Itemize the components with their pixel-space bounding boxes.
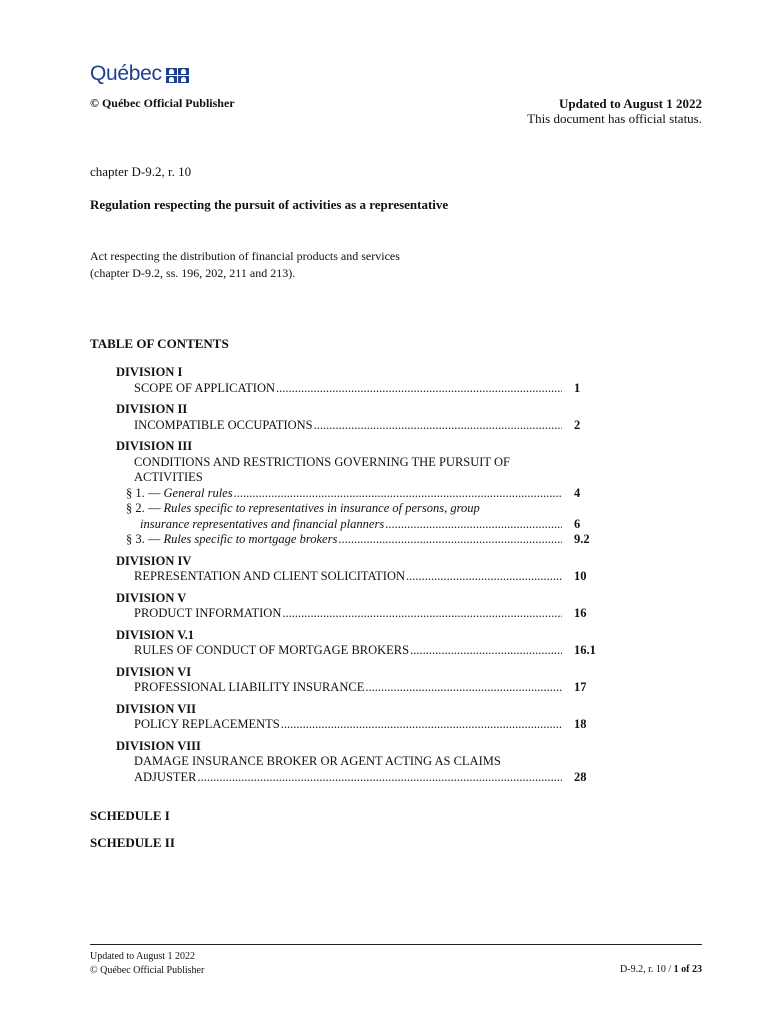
division-label: DIVISION II [116, 402, 188, 416]
toc-entry-title: INCOMPATIBLE OCCUPATIONS [134, 417, 313, 432]
section-prefix: § 3. — [126, 532, 164, 546]
toc-division [116, 591, 602, 622]
schedule-1-link[interactable]: SCHEDULE I [90, 808, 170, 823]
toc-entry-title: REPRESENTATION AND CLIENT SOLICITATION [134, 569, 406, 583]
toc-section-entry[interactable] [116, 486, 602, 502]
toc-page-number: 10 [574, 569, 587, 583]
enabling-act [90, 248, 400, 281]
section-title-line-2: insurance representatives and financial planners [140, 516, 385, 531]
toc-page-number: 16 [574, 606, 587, 620]
footer-publisher: © Québec Official Publisher [90, 965, 205, 976]
division-label: DIVISION VII [116, 701, 197, 716]
toc-entry[interactable] [116, 381, 602, 397]
section-title-line-1: Rules specific to representatives in insurance of persons, group [163, 501, 480, 515]
chapter-reference: chapter D-9.2, r. 10 [90, 164, 192, 179]
toc-entry-title: PROFESSIONAL LIABILITY INSURANCE [134, 680, 365, 694]
page-indicator: 1 of 23 [673, 964, 702, 975]
toc-entry-title-line-1: CONDITIONS AND RESTRICTIONS GOVERNING THE PURSUIT OF [134, 454, 510, 469]
toc-entry-title-line-2: ADJUSTER [134, 769, 197, 784]
footer-left [90, 950, 204, 978]
toc-entry[interactable] [116, 770, 602, 786]
footer-divider [90, 944, 702, 945]
toc-division [116, 665, 602, 696]
toc-division [116, 702, 602, 733]
toc-entry-title-line-1: DAMAGE INSURANCE BROKER OR AGENT ACTING AS CLAIMS [134, 754, 501, 768]
toc-entry[interactable] [116, 606, 602, 622]
leader-dots [406, 569, 562, 585]
division-label: DIVISION VIII [116, 738, 201, 753]
toc-page-number: 28 [574, 769, 587, 784]
toc-entry[interactable] [116, 569, 602, 585]
quebec-logo [90, 62, 189, 86]
section-title: Rules specific to mortgage brokers [163, 532, 338, 546]
toc-page-number: 16.1 [574, 643, 596, 657]
toc-page-number: 4 [574, 485, 581, 500]
act-line-2: (chapter D-9.2, ss. 196, 202, 211 and 213). [90, 265, 296, 280]
leader-dots [385, 517, 562, 533]
division-label: DIVISION I [116, 365, 183, 379]
toc-entry-title: POLICY REPLACEMENTS [134, 717, 280, 731]
toc-division [116, 365, 602, 396]
section-prefix: § 1. — [126, 485, 164, 500]
toc-page-number: 2 [574, 417, 581, 432]
leader-dots [234, 486, 562, 502]
toc-division [116, 402, 602, 433]
toc-heading: TABLE OF CONTENTS [90, 336, 229, 351]
toc-entry-title: RULES OF CONDUCT OF MORTGAGE BROKERS [134, 643, 410, 657]
leader-dots [338, 532, 562, 548]
toc-page-number: 9.2 [574, 532, 590, 546]
footer-ref: D-9.2, r. 10 / [620, 964, 674, 975]
toc-entry-title-line-2: ACTIVITIES [134, 470, 203, 484]
schedule-2-link[interactable]: SCHEDULE II [90, 835, 175, 850]
toc-page-number: 17 [574, 680, 587, 694]
leader-dots [282, 606, 562, 622]
footer-page-ref [620, 964, 702, 975]
toc-entry[interactable] [116, 418, 602, 434]
toc-division [116, 739, 602, 786]
toc-section-entry-cont[interactable] [116, 517, 602, 533]
publisher-header: © Québec Official Publisher [90, 96, 235, 110]
toc-entry-title: SCOPE OF APPLICATION [134, 380, 276, 395]
toc-section-entry[interactable] [116, 532, 602, 548]
section-title: General rules [163, 485, 233, 500]
division-label: DIVISION V.1 [116, 627, 195, 642]
toc-section-entry[interactable] [116, 501, 602, 517]
division-label: DIVISION III [116, 439, 193, 453]
leader-dots [410, 643, 562, 659]
updated-date: Updated to August 1 2022 [558, 96, 702, 111]
act-line-1: Act respecting the distribution of financial products and services [90, 249, 400, 263]
update-info [527, 96, 702, 126]
toc-page-number: 6 [574, 516, 581, 531]
toc-entry[interactable] [116, 680, 602, 696]
toc-entry[interactable] [116, 643, 602, 659]
quebec-flag-icon [166, 68, 189, 83]
division-label: DIVISION VI [116, 664, 192, 679]
toc-entry-title: PRODUCT INFORMATION [134, 606, 282, 620]
toc-division [116, 439, 602, 548]
leader-dots [198, 770, 562, 786]
division-label: DIVISION IV [116, 553, 192, 568]
section-prefix: § 2. — [126, 501, 164, 515]
official-status: This document has official status. [527, 111, 702, 126]
table-of-contents [116, 365, 602, 791]
footer-updated: Updated to August 1 2022 [90, 951, 195, 962]
toc-page-number: 1 [574, 380, 581, 395]
toc-division [116, 628, 602, 659]
regulation-title: Regulation respecting the pursuit of activities as a representative [90, 197, 449, 212]
division-label: DIVISION V [116, 590, 187, 605]
leader-dots [281, 717, 562, 733]
toc-entry[interactable] [116, 717, 602, 733]
logo-text: Québec [90, 62, 162, 85]
leader-dots [365, 680, 562, 696]
leader-dots [276, 381, 562, 397]
toc-page-number: 18 [574, 717, 587, 731]
toc-division [116, 554, 602, 585]
leader-dots [314, 418, 562, 434]
